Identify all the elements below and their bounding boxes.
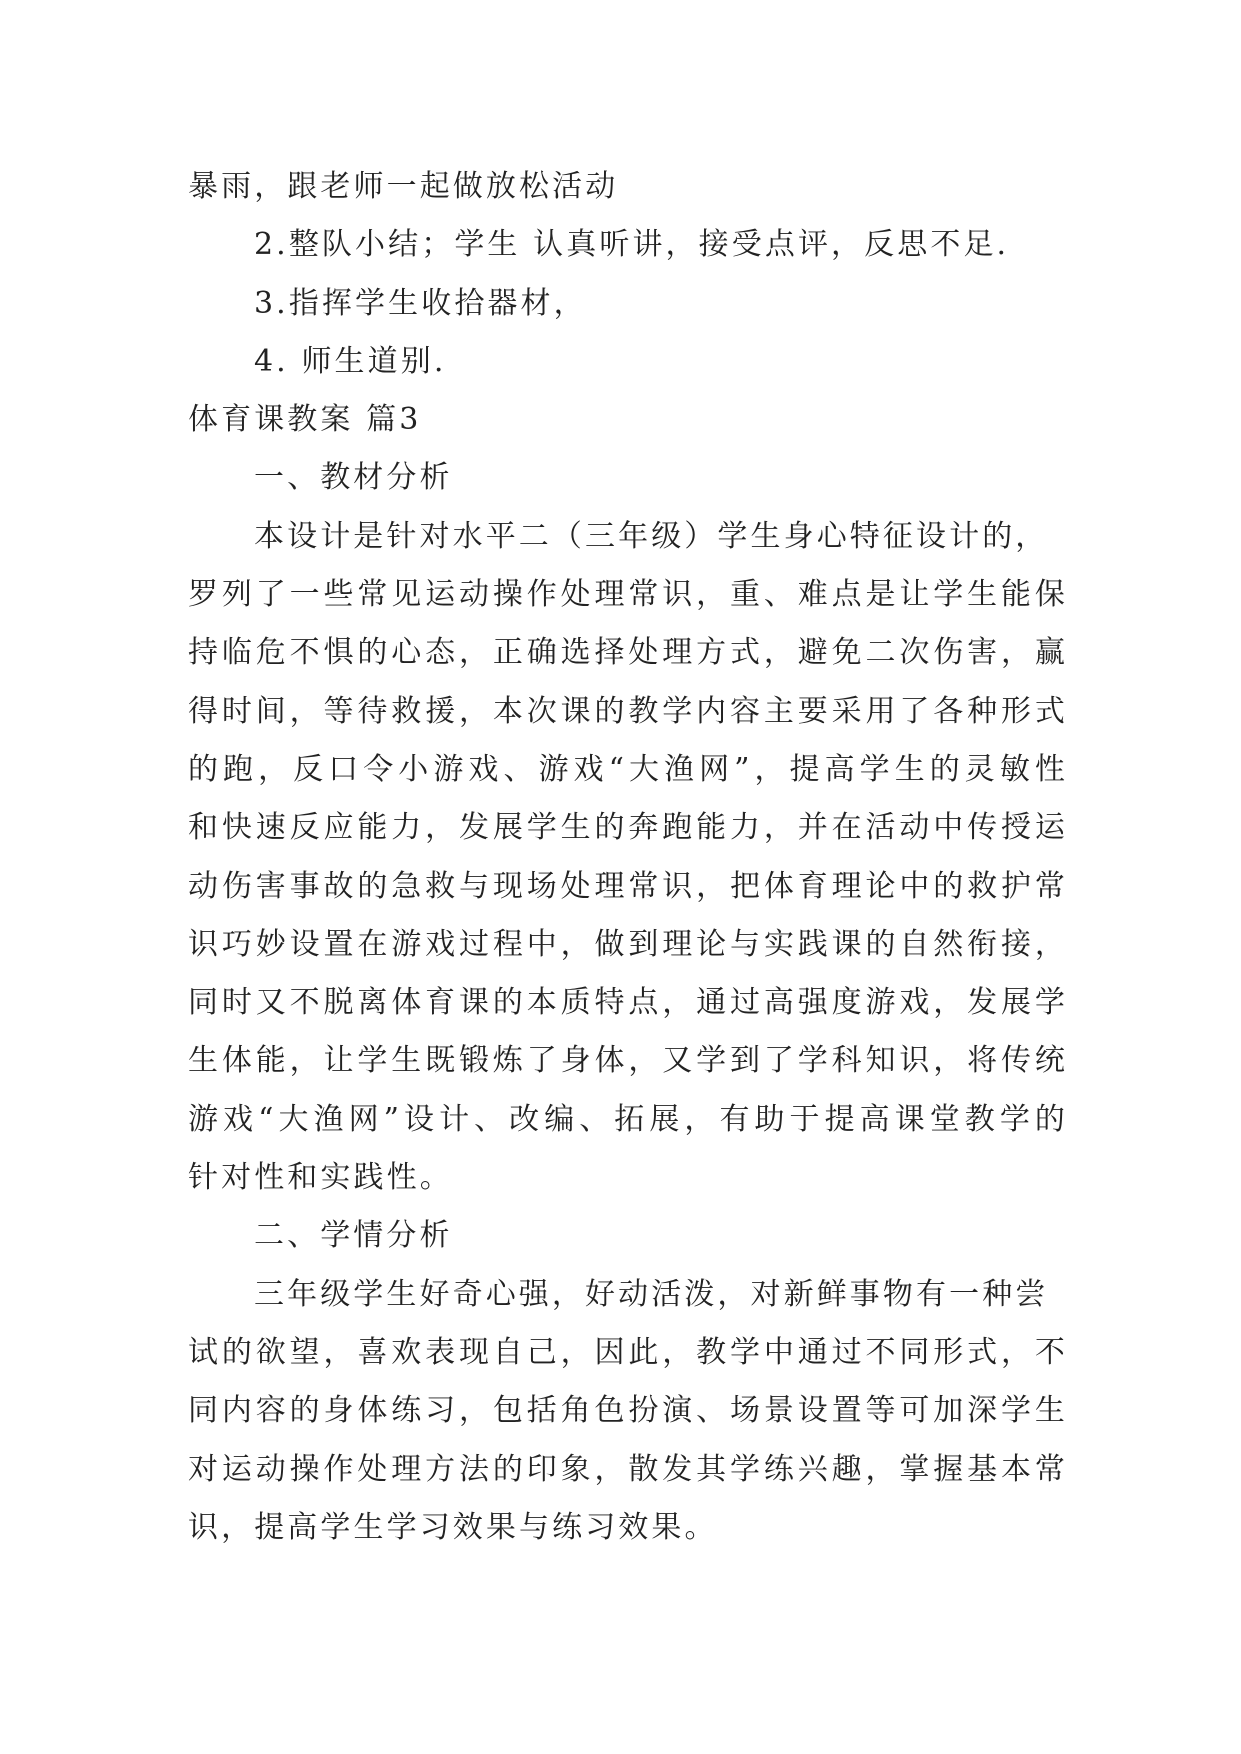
paragraph-line: 持临危不惧的心态，正确选择处理方式，避免二次伤害，赢 bbox=[188, 635, 1068, 671]
paragraph-line: 的跑，反口令小游戏、游戏“大渔网”，提高学生的灵敏性 bbox=[188, 751, 1068, 787]
heading-learner-analysis: 二、学情分析 bbox=[254, 1218, 453, 1254]
heading-textbook-analysis: 一、教材分析 bbox=[254, 460, 453, 496]
list-item: 3.指挥学生收拾器材， bbox=[254, 285, 587, 321]
list-item: 4. 师生道别. bbox=[254, 343, 447, 379]
paragraph-line: 罗列了一些常见运动操作处理常识，重、难点是让学生能保 bbox=[188, 577, 1068, 613]
paragraph-line: 同内容的身体练习，包括角色扮演、场景设置等可加深学生 bbox=[188, 1393, 1068, 1429]
paragraph-line: 生体能，让学生既锻炼了身体，又学到了学科知识，将传统 bbox=[188, 1043, 1068, 1079]
paragraph-line: 试的欲望，喜欢表现自己，因此，教学中通过不同形式，不 bbox=[188, 1334, 1068, 1370]
paragraph-line: 识巧妙设置在游戏过程中，做到理论与实践课的自然衔接， bbox=[188, 926, 1068, 962]
section-title: 体育课教案 篇3 bbox=[188, 402, 422, 438]
paragraph-line: 本设计是针对水平二（三年级）学生身心特征设计的， bbox=[254, 518, 1049, 554]
paragraph-line: 同时又不脱离体育课的本质特点，通过高强度游戏，发展学 bbox=[188, 985, 1068, 1021]
paragraph-line: 识，提高学生学习效果与练习效果。 bbox=[188, 1509, 718, 1545]
paragraph-line: 游戏“大渔网”设计、改编、拓展，有助于提高课堂教学的 bbox=[188, 1101, 1068, 1137]
paragraph-line: 对运动操作处理方法的印象，散发其学练兴趣，掌握基本常 bbox=[188, 1451, 1068, 1487]
paragraph-line: 针对性和实践性。 bbox=[188, 1160, 453, 1196]
text-line: 暴雨，跟老师一起做放松活动 bbox=[188, 169, 619, 204]
paragraph-line: 动伤害事故的急救与现场处理常识，把体育理论中的救护常 bbox=[188, 868, 1068, 904]
document-body bbox=[188, 158, 1068, 1557]
paragraph-line: 三年级学生好奇心强，好动活泼，对新鲜事物有一种尝 bbox=[254, 1276, 1049, 1312]
paragraph-line: 得时间，等待救援，本次课的教学内容主要采用了各种形式 bbox=[188, 693, 1068, 729]
paragraph-line: 和快速反应能力，发展学生的奔跑能力，并在活动中传授运 bbox=[188, 810, 1068, 846]
list-item: 2.整队小结；学生 认真听讲，接受点评，反思不足. bbox=[254, 227, 1010, 263]
